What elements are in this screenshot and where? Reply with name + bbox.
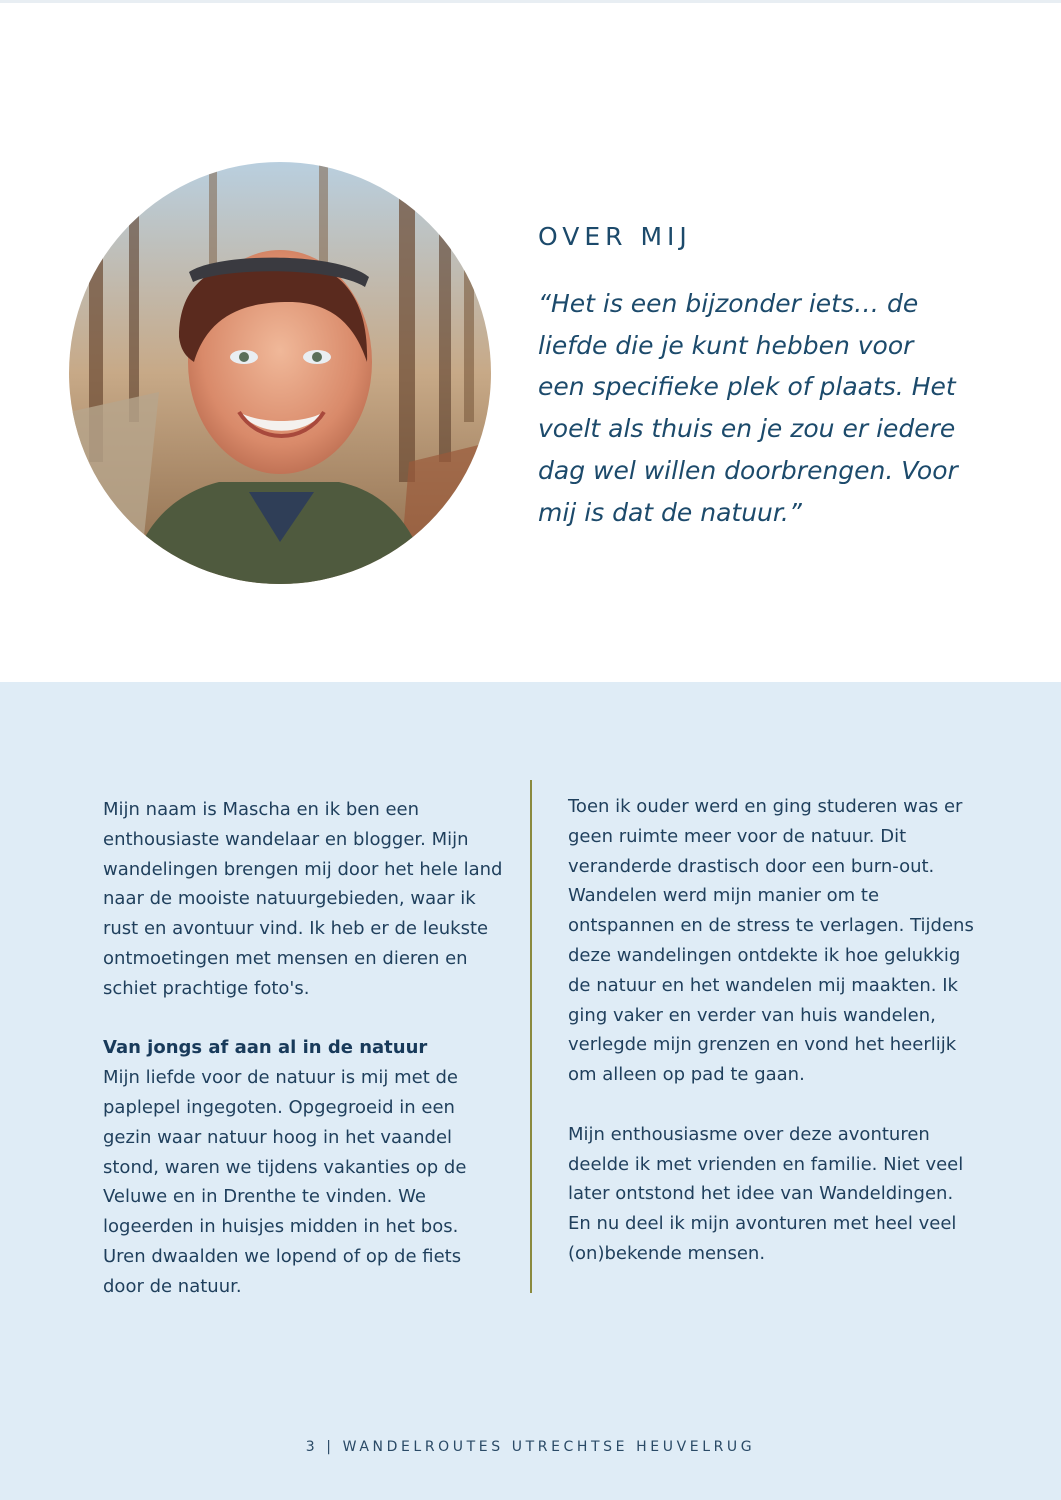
intro-paragraph: Mijn naam is Mascha en ik ben een enthousiaste wandelaar en blogger. Mijn wandelingen brengen mij door het hele land naar de mooiste natuurgebieden, waar ik rust en avontuur vind. Ik heb er de leukste ontmoetingen met mensen en dieren en schiet prachtige foto's.: [103, 799, 503, 999]
right-column: [568, 792, 978, 1269]
paragraph-spacer: [103, 1004, 503, 1034]
left-column: [103, 795, 503, 1302]
burnout-paragraph: Toen ik ouder werd en ging studeren was er geen ruimte meer voor de natuur. Dit veranderde drastisch door een burn-out. Wandelen werd mijn manier om te ontspannen en de stress te verlagen. Tijdens deze wandelingen ontdekte ik hoe gelukkig de natuur en het wandelen mij maakten. Ik ging vaker en verder van huis wandelen, verlegde mijn grenzen en vond het heerlijk om alleen op pad te gaan.: [568, 796, 974, 1086]
portrait-photo: [69, 162, 491, 584]
subheading: Van jongs af aan al in de natuur: [103, 1037, 428, 1059]
top-section: [0, 0, 1061, 682]
paragraph-spacer: [568, 1090, 978, 1120]
intro-quote: “Het is een bijzonder iets… de liefde die je kunt hebben voor een specifieke plek of plaats. Het voelt als thuis en je zou er iedere dag wel willen doorbrengen. Voor mij is dat de natuur.”: [538, 289, 958, 527]
page-footer: 3 | WANDELROUTES UTRECHTSE HEUVELRUG: [305, 1439, 756, 1455]
portrait-illustration: [69, 162, 491, 584]
top-border: [0, 0, 1061, 3]
history-paragraph: Mijn liefde voor de natuur is mij met de paplepel ingegoten. Opgegroeid in een gezin waar natuur hoog in het vaandel stond, waren we tijdens vakanties op de Veluwe en in Drenthe te vinden. We logeerden in huisjes midden in het bos. Uren dwaalden we lopend of op de fiets door de natuur.: [103, 1067, 467, 1297]
section-heading: OVER MIJ: [538, 222, 692, 251]
wandeldingen-paragraph: Mijn enthousiasme over deze avonturen deelde ik met vrienden en familie. Niet veel later ontstond het idee van Wandeldingen. En nu deel ik mijn avonturen met heel veel (on)bekende mensen.: [568, 1123, 964, 1264]
column-divider: [530, 780, 532, 1293]
